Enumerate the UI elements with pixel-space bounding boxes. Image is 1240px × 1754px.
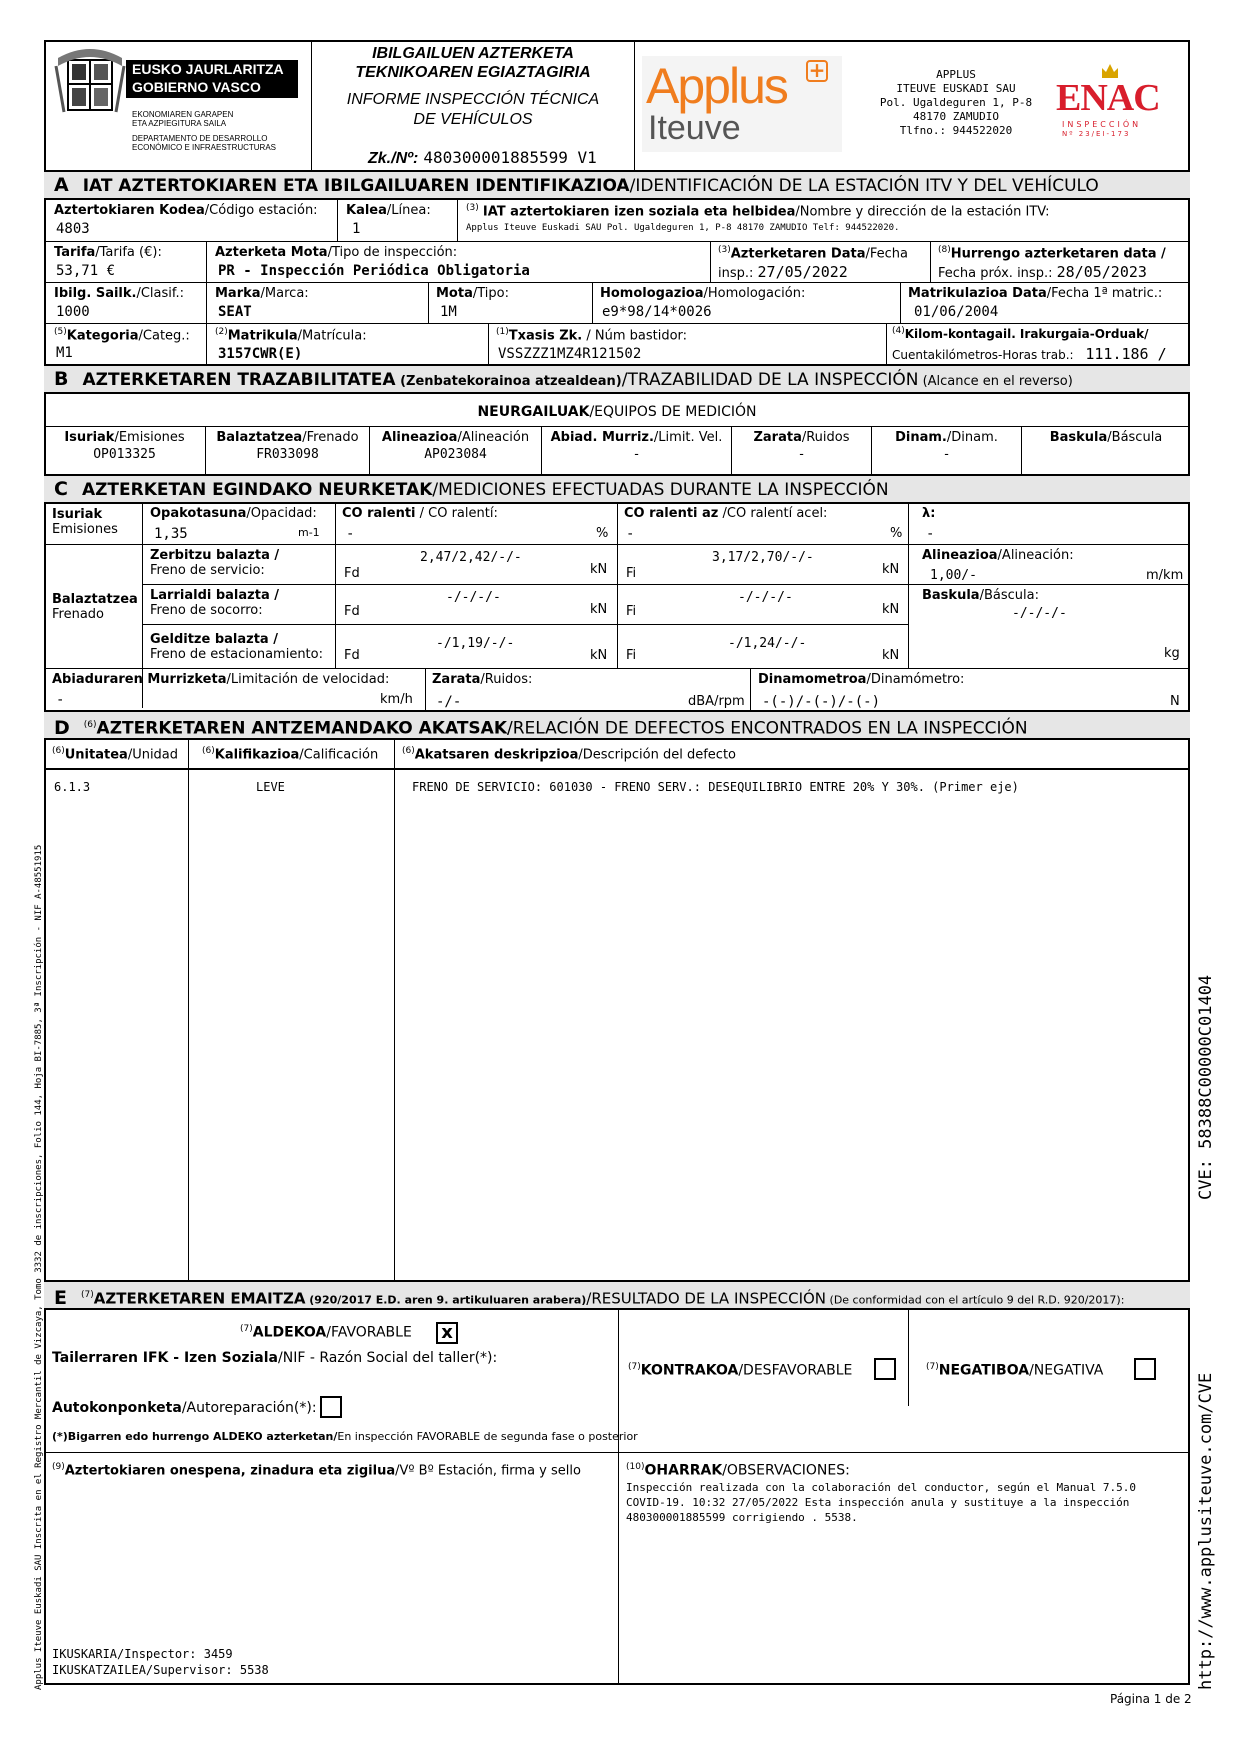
kn-unit: kN <box>590 648 608 663</box>
service-fi-value: 3,17/2,70/-/- <box>712 550 814 565</box>
kn-unit: kN <box>590 562 608 577</box>
section-b-title-eu-sub: (Zenbatekorainoa atzealdean) <box>395 374 622 389</box>
km-label: Kilom-kontagail. Irakurgaia-Orduak/ <box>904 327 1149 341</box>
scale-label-es: /Báscula: <box>979 588 1039 603</box>
section-c-letter: C <box>54 478 68 500</box>
equipment-cell <box>206 426 370 474</box>
equipment-label-es: /Frenado <box>302 430 359 445</box>
vin-label: Txasis Zk. <box>508 328 583 344</box>
registry-margin-text: Applus Iteuve Euskadi SAU Inscrita en el Registro Mercantil de Vizcaya, Tomo 3332 de inscripciones, Folio 144, Hoja BI-7885, 3ª Inscripción - NIF A-48551915 <box>34 844 44 1690</box>
footnote-label-es: En inspección FAVORABLE de segunda fase o posterior <box>337 1430 638 1443</box>
equipment-label-es: /Emisiones <box>114 430 185 445</box>
station-code: 4803 <box>56 221 90 237</box>
equipment-id: - <box>797 447 806 462</box>
parking-brake-label-es: Freno de estacionamiento: <box>150 647 323 662</box>
title-es-2: DE VEHÍCULOS <box>413 111 533 128</box>
vin-number: VSSZZZ1MZ4R121502 <box>498 346 642 362</box>
next-inspection-date: 28/05/2023 <box>1056 263 1147 281</box>
defect-description: FRENO DE SERVICIO: 601030 - FRENO SERV.: DESEQUILIBRIO ENTRE 20% Y 30%. (Primer eje) <box>412 780 1019 794</box>
homologation-label-es: /Homologación: <box>703 286 806 301</box>
emergency-brake-label: Larrialdi balazta / <box>150 588 279 603</box>
favorable-checkbox[interactable]: x <box>436 1322 458 1344</box>
plus-icon: + <box>806 60 828 82</box>
enac-sub: INSPECCIÓN <box>1062 120 1142 129</box>
equipment-label: Alineazioa <box>381 430 458 445</box>
number-label: Zk./Nº: <box>368 150 419 167</box>
equipment-cell <box>542 426 732 474</box>
next-date-label: Hurrengo azterketaren data / <box>950 246 1166 262</box>
dynamometer-unit: N <box>1170 694 1180 709</box>
station-phone: Tlfno.: 944522020 <box>899 124 1013 137</box>
self-repair-label-es: /Autoreparación(*): <box>181 1400 317 1416</box>
opacity-label: Opakotasuna <box>150 506 247 521</box>
station-line4: 48170 ZAMUDIO <box>912 110 1000 123</box>
section-c-header <box>44 474 1190 504</box>
unfavorable-label-es: /DESFAVORABLE <box>738 1362 853 1379</box>
station-line2: ITEUVE EUSKADI SAU <box>896 82 1016 95</box>
equipment-cell <box>370 426 542 474</box>
parking-brake-label: Gelditze balazta / <box>150 632 278 647</box>
enac-number: Nº 23/EI-173 <box>1062 130 1131 138</box>
col-description-label-es: /Descripción del defecto <box>578 747 736 763</box>
approval-label-es: /Vº Bº Estación, firma y sello <box>395 1463 581 1479</box>
type-label-es: /Tipo de inspección: <box>327 245 458 260</box>
alignment-label-es: /Alineación: <box>997 548 1074 563</box>
dynamometer-value: -(-)/-(-)/-(-) <box>762 694 881 710</box>
lane: 1 <box>352 221 361 237</box>
enac-logo <box>1054 62 1166 142</box>
parking-fi-value: -/1,24/-/- <box>728 636 807 651</box>
lambda-label: λ: <box>922 506 936 521</box>
opacity-unit: m-1 <box>298 526 320 539</box>
vehicle-class: 1000 <box>56 304 90 320</box>
page-number: Página 1 de 2 <box>1110 1692 1192 1706</box>
equipment-title: NEURGAILUAK <box>477 404 590 420</box>
emissions-label: Isuriak <box>52 507 103 522</box>
braking-label: Balaztatzea <box>52 592 138 607</box>
dynamometer-label-es: /Dinamómetro: <box>866 672 965 687</box>
workshop-label-es: /NIF - Razón Social del taller(*): <box>278 1350 498 1366</box>
equipment-title-es: /EQUIPOS DE MEDICIÓN <box>589 404 757 420</box>
brand-label-es: /Marca: <box>260 286 309 301</box>
section-c-title-es: /MEDICIONES EFECTUADAS DURANTE LA INSPECCIÓN <box>432 480 889 500</box>
gobierno-vasco-logo <box>52 46 302 164</box>
alignment-label: Alineazioa <box>922 548 998 563</box>
equipment-label: Baskula <box>1049 430 1108 445</box>
fd-label: Fd <box>344 604 360 619</box>
defect-rating: LEVE <box>256 780 285 794</box>
category-label: Kategoria <box>66 328 139 344</box>
vehicle-brand: SEAT <box>218 304 252 320</box>
inspection-type: PR - Inspección Periódica Obligatoria <box>218 263 530 279</box>
negative-label-es: /NEGATIVA <box>1029 1362 1104 1379</box>
noise-label-es: /Ruidos: <box>480 672 533 687</box>
equipment-label-es: /Alineación <box>457 430 530 445</box>
type-label: Azterketa Mota <box>215 245 328 260</box>
applus-logo-text: Applus <box>646 58 787 114</box>
date-label-es: /Fecha <box>865 246 908 262</box>
section-d-letter: D <box>54 716 70 739</box>
homologation-label: Homologazioa <box>600 286 704 301</box>
fi-label: Fi <box>626 604 637 619</box>
co-idle-value: - <box>346 526 355 542</box>
favorable-label: ALDEKOA <box>252 1324 327 1341</box>
fd-label: Fd <box>344 648 360 663</box>
class-label-es: /Clasif.: <box>136 286 185 301</box>
emergency-brake-label-es: Freno de socorro: <box>150 603 263 618</box>
section-c-title-eu: AZTERKETAN EGINDAKO NEURKETAK <box>81 480 433 500</box>
section-a-title-es: /IDENTIFICACIÓN DE LA ESTACIÓN ITV Y DEL VEHÍCULO <box>629 176 1099 196</box>
station-name-header: APPLUS <box>936 68 976 81</box>
col-rating-label: Kalifikazioa <box>214 747 300 763</box>
emergency-fd-value: -/-/-/- <box>446 590 501 605</box>
noise-label: Zarata <box>432 672 481 687</box>
service-brake-label: Zerbitzu balazta / <box>150 548 280 563</box>
gov-name-es: GOBIERNO VASCO <box>132 79 261 95</box>
vehicle-model: 1M <box>440 304 457 320</box>
fee: 53,71 € <box>56 263 116 279</box>
section-d-title-es: /RELACIÓN DE DEFECTOS ENCONTRADOS EN LA INSPECCIÓN <box>507 718 1028 739</box>
equipment-cell <box>44 426 206 474</box>
negative-checkbox[interactable] <box>1134 1358 1156 1380</box>
dept-es-2: ECONÓMICO E INFRAESTRUCTURAS <box>132 143 277 152</box>
section-d-title-eu: AZTERKETAREN ANTZEMANDAKO AKATSAK <box>96 718 507 739</box>
cve-code: CVE: 58388C00000C01404 <box>1196 974 1216 1200</box>
kn-unit: kN <box>590 602 608 617</box>
equipment-cell <box>872 426 1022 474</box>
inspector-id: IKUSKARIA/Inspector: 3459 <box>52 1647 233 1661</box>
scale-label: Baskula <box>922 588 980 603</box>
speed-limit-value: - <box>56 692 65 708</box>
section-b-title-es: /TRAZABILIDAD DE LA INSPECCIÓN <box>621 370 919 390</box>
co-accel-value: - <box>626 526 635 542</box>
co-accel-label: CO ralenti az <box>624 506 719 521</box>
section-e-title-eu: AZTERKETAREN EMAITZA <box>93 1289 306 1308</box>
self-repair-checkbox[interactable] <box>320 1396 342 1418</box>
section-e-header: E $^{(7)}$AZTERKETAREN EMAITZA (920/2017 E.D. aren 9. artikuluaren arabera)/RESULTADO DE LA INSPECCIÓN (De conformidad con el artículo 9 del R.D. 920/2017): <box>44 1280 1190 1310</box>
iteuve-logo-text: Iteuve <box>648 109 741 147</box>
model-label: Mota <box>436 286 473 301</box>
dept-eu-2: ETA AZPIEGITURA SAILA <box>132 119 227 128</box>
section-b-title-es-sub: (Alcance en el reverso) <box>918 374 1073 389</box>
fi-label: Fi <box>626 566 637 581</box>
equipment-id: FR033098 <box>256 447 319 462</box>
equipment-label-es: /Ruidos <box>801 430 850 445</box>
model-label-es: /Tipo: <box>472 286 509 301</box>
section-a-header <box>44 170 1190 200</box>
kn-unit: kN <box>882 562 900 577</box>
co-idle-label: CO ralenti <box>342 506 416 521</box>
col-rating-label-es: /Calificación <box>299 747 379 763</box>
brand-label: Marka <box>215 286 261 301</box>
odometer: 111.186 / <box>1085 345 1167 363</box>
opacity-value: 1,35 <box>154 526 188 542</box>
speed-limit-label: Abiaduraren Murrizketa <box>52 672 227 687</box>
speed-limit-unit: km/h <box>380 692 413 707</box>
lane-label: Kalea <box>346 203 387 218</box>
vin-label-es: / Núm bastidor: <box>582 328 688 344</box>
approval-label: Aztertokiaren onespena, zinadura eta zigilua <box>64 1463 396 1479</box>
equipment-cell <box>1022 426 1190 474</box>
alignment-value: 1,00/- <box>930 568 977 583</box>
scale-unit: kg <box>1164 646 1180 661</box>
lane-label-es: /Línea: <box>386 203 431 218</box>
col-unit-label: Unitatea <box>64 747 128 763</box>
category-label-es: /Categ.: <box>138 328 190 344</box>
section-b-header <box>44 364 1190 394</box>
title-eu-2: TEKNIKOAREN EGIAZTAGIRIA <box>355 64 591 81</box>
gov-name-eu: EUSKO JAURLARITZA <box>132 61 284 77</box>
equipment-id: - <box>632 447 641 462</box>
supervisor-id: IKUSKATZAILEA/Supervisor: 5538 <box>52 1663 269 1677</box>
noise-value: -/- <box>436 694 462 710</box>
defect-unit: 6.1.3 <box>54 780 91 794</box>
co-idle-unit: % <box>596 526 609 541</box>
col-description-label: Akatsaren deskripzioa <box>414 747 579 763</box>
station-name-label: IAT aztertokiaren izen soziala eta helbidea <box>482 204 796 220</box>
parking-fd-value: -/1,19/-/- <box>436 636 515 651</box>
station-name-label-es: /Nombre y dirección de la estación ITV: <box>795 204 1050 220</box>
remarks-label-es: /OBSERVACIONES: <box>722 1462 850 1479</box>
kn-unit: kN <box>882 602 900 617</box>
class-label: Ibilg. Sailk. <box>54 286 137 301</box>
co-accel-label-es: /CO ralentí acel: <box>718 506 828 521</box>
alignment-unit: m/km <box>1146 568 1184 583</box>
date-label-es2: insp.: <box>718 266 754 281</box>
fee-label: Tarifa <box>54 245 96 260</box>
co-accel-unit: % <box>890 526 903 541</box>
equipment-cell <box>732 426 872 474</box>
unfavorable-checkbox[interactable] <box>874 1358 896 1380</box>
opacity-label-es: /Opacidad: <box>246 506 317 521</box>
equipment-label: Balaztatzea <box>216 430 303 445</box>
remarks-label: OHARRAK <box>644 1462 723 1479</box>
date-label: Azterketaren Data <box>730 246 866 262</box>
section-b-title-eu: AZTERKETAREN TRAZABILITATEA <box>82 370 396 390</box>
section-e-title-es-sub: (De conformidad con el artículo 9 del R.D. 920/2017): <box>826 1293 1125 1307</box>
scale-value: -/-/-/- <box>1012 606 1067 621</box>
equipment-label: Abiad. Murriz. <box>550 430 654 445</box>
service-brake-label-es: Freno de servicio: <box>150 563 265 578</box>
co-idle-label-es: / CO ralentí: <box>415 506 498 521</box>
equipment-label-es: /Báscula <box>1107 430 1163 445</box>
equipment-label-es: /Limit. Vel. <box>653 430 723 445</box>
title-es-1: INFORME INSPECCIÓN TÉCNICA <box>346 91 600 108</box>
workshop-label: Tailerraren IFK - Izen Soziala <box>52 1350 278 1366</box>
section-e-title-eu-sub: (920/2017 E.D. aren 9. artikuluaren arabera) <box>305 1293 587 1307</box>
next-date-label-es: Fecha próx. insp.: <box>938 266 1053 281</box>
dynamometer-label: Dinamometroa <box>758 672 867 687</box>
section-a-letter: A <box>54 174 69 196</box>
negative-label: NEGATIBOA <box>938 1362 1030 1379</box>
col-unit-label-es: /Unidad <box>127 747 179 763</box>
dept-es-1: DEPARTAMENTO DE DESARROLLO <box>132 134 268 143</box>
equipment-label: Dinam. <box>895 430 947 445</box>
applus-logo <box>642 56 842 152</box>
km-label-es: Cuentakilómetros-Horas trab.: <box>892 348 1074 362</box>
lambda-value: - <box>926 526 935 542</box>
emergency-fi-value: -/-/-/- <box>738 590 793 605</box>
section-b-letter: B <box>54 368 69 390</box>
equipment-id: OP013325 <box>93 447 156 462</box>
self-repair-label: Autokonponketa <box>52 1400 182 1416</box>
emissions-label-es: Emisiones <box>52 522 118 537</box>
braking-label-es: Frenado <box>52 607 104 622</box>
favorable-label-es: /FAVORABLE <box>326 1324 412 1341</box>
reg-date-label: Matrikulazioa Data <box>908 286 1047 301</box>
station-line3: Pol. Ugaldeguren 1, P-8 <box>879 96 1033 109</box>
registration-date: 01/06/2004 <box>914 304 999 320</box>
equipment-id: AP023084 <box>424 447 487 462</box>
dept-eu-1: EKONOMIAREN GARAPEN <box>132 110 234 119</box>
station-code-label: Aztertokiaren Kodea <box>54 203 205 218</box>
inspection-date: 27/05/2022 <box>757 263 848 281</box>
fd-label: Fd <box>344 566 360 581</box>
section-a-title-eu: IAT AZTERTOKIAREN ETA IBILGAILUAREN IDENTIFIKAZIOA <box>82 176 630 196</box>
enac-logo-text: ENAC <box>1056 77 1160 119</box>
cve-url[interactable]: http://www.applusiteuve.com/CVE <box>1196 1372 1216 1690</box>
vehicle-category: M1 <box>56 345 73 361</box>
equipment-label: Zarata <box>753 430 802 445</box>
service-fd-value: 2,47/2,42/-/- <box>420 550 522 565</box>
reg-date-label-es: /Fecha 1ª matric.: <box>1046 286 1163 301</box>
footnote-label: (*)Bigarren edo hurrengo ALDEKO azterketan/ <box>52 1430 338 1443</box>
equipment-id: - <box>942 447 951 462</box>
inspection-number: 480300001885599 V1 <box>423 148 597 167</box>
homologation: e9*98/14*0026 <box>602 304 712 320</box>
plate-label: Matrikula <box>227 328 298 344</box>
unfavorable-label: KONTRAKOA <box>640 1362 739 1379</box>
section-e-letter: E <box>54 1286 67 1309</box>
station-code-label-es: /Código estación: <box>204 203 318 218</box>
section-e-title-es: /RESULTADO DE LA INSPECCIÓN <box>586 1289 827 1308</box>
title-eu-1: IBILGAILUEN AZTERKETA <box>372 45 574 62</box>
equipment-label-es: /Dinam. <box>946 430 998 445</box>
fee-label-es: /Tarifa (€): <box>95 245 162 260</box>
fi-label: Fi <box>626 648 637 663</box>
section-d-header: D $^{(6)}$AZTERKETAREN ANTZEMANDAKO AKATSAK/RELACIÓN DE DEFECTOS ENCONTRADOS EN LA INSPECCIÓN <box>44 710 1190 740</box>
coat-of-arms-icon <box>54 46 126 114</box>
plate-label-es: /Matrícula: <box>297 328 367 344</box>
speed-limit-label-es: /Limitación de velocidad: <box>226 672 390 687</box>
kn-unit: kN <box>882 648 900 663</box>
remarks-text: Inspección realizada con la colaboración del conductor, según el Manual 7.5.0 COVID-19. 10:32 27/05/2022 Esta inspección anula y sustituye a la inspección 480300001885599 corrigiendo . 5538. <box>626 1481 1136 1524</box>
header-divider <box>634 40 635 170</box>
noise-unit: dBA/rpm <box>688 694 745 709</box>
station-name-value: Applus Iteuve Euskadi SAU Pol. Ugaldeguren 1, P-8 48170 ZAMUDIO Telf: 944522020. <box>466 223 900 233</box>
license-plate: 3157CWR(E) <box>218 346 303 362</box>
equipment-label: Isuriak <box>64 430 115 445</box>
